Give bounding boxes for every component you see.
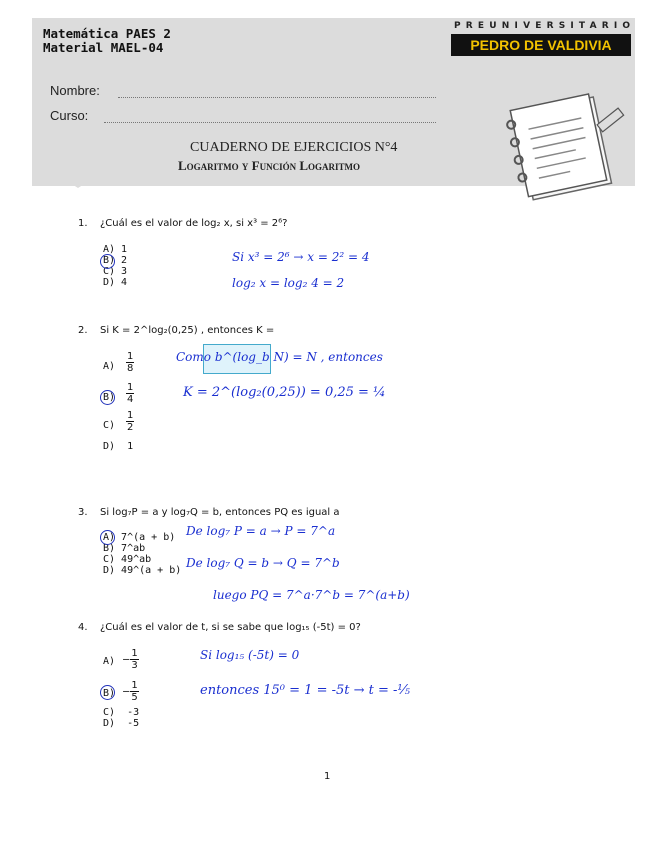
note-line: luego PQ = 7^a·7^b = 7^(a+b) xyxy=(213,588,410,602)
option-b-letter: B) xyxy=(103,688,116,699)
option-d-value: -5 xyxy=(127,718,140,729)
option-c: C) 49^ab xyxy=(103,554,152,565)
note-line: Si log₁₅ (-5t) = 0 xyxy=(200,648,300,662)
selected-answer-circle xyxy=(100,390,115,405)
option-d-value: 1 xyxy=(127,441,134,452)
note-line: log₂ x = log₂ 4 = 2 xyxy=(232,276,345,290)
option-d: D) 49^(a + b) xyxy=(103,565,182,576)
note-line: K = 2^(log₂(0,25)) = 0,25 = ¼ xyxy=(183,385,386,400)
question-3-number: 3. xyxy=(78,507,88,518)
option-d: D) 1 xyxy=(103,441,134,452)
brand-top-text: PREUNIVERSITARIO xyxy=(454,21,636,31)
page-number: 1 xyxy=(324,771,331,782)
option-a-letter: A) xyxy=(103,361,116,372)
note-line: De log₇ Q = b → Q = 7^b xyxy=(186,556,340,570)
option-c: C) 3 xyxy=(103,266,128,277)
option-a-letter: A) xyxy=(103,656,116,667)
course-line xyxy=(104,121,436,123)
option-b-fraction: $\frac{1}{4}$ xyxy=(127,382,134,405)
course-info xyxy=(43,27,171,55)
note-line: De log₇ P = a → P = 7^a xyxy=(186,524,336,538)
note-line: entonces 15⁰ = 1 = -5t → t = -⅕ xyxy=(200,683,411,698)
selected-answer-circle xyxy=(100,530,115,545)
option-c-value: -3 xyxy=(127,707,140,718)
option-b: B) 2 xyxy=(103,255,128,266)
page-title: CUADERNO DE EJERCICIOS N°4 xyxy=(190,140,398,155)
option-a: A) 7^(a + b) xyxy=(103,532,176,543)
course-line-1: Matemática PAES 2 xyxy=(43,26,171,41)
option-a: A) 1 xyxy=(103,244,128,255)
option-d: D) 4 xyxy=(103,277,128,288)
course-line-2: Material MAEL-04 xyxy=(43,40,164,55)
selected-answer-circle xyxy=(100,685,115,700)
name-label: Nombre: xyxy=(50,83,100,98)
selected-answer-circle xyxy=(100,254,115,269)
question-2-number: 2. xyxy=(78,325,88,336)
option-c-letter: C) xyxy=(103,420,116,431)
note-line: Si x³ = 2⁶ → x = 2² = 4 xyxy=(232,250,370,264)
option-a-fraction: − $\frac{1}{3}$ xyxy=(122,648,138,671)
notepad-icon xyxy=(505,92,635,202)
option-a-fraction: $\frac{1}{8}$ xyxy=(127,351,134,374)
course-label: Curso: xyxy=(50,108,89,123)
question-4-text: ¿Cuál es el valor de t, si se sabe que log₁₅ (-5t) = 0? xyxy=(100,622,361,633)
option-c: C) -3 xyxy=(103,707,140,718)
question-2-text: Si K = 2^log₂(0,25) , entonces K = xyxy=(100,325,275,336)
note-line: Como b^(log_b N) = N , entonces xyxy=(176,350,383,364)
brand-logo: PEDRO DE VALDIVIA xyxy=(451,34,631,56)
question-1-number: 1. xyxy=(78,218,88,229)
option-b-fraction: − $\frac{1}{5}$ xyxy=(122,680,138,703)
question-3-text: Si log₇P = a y log₇Q = b, entonces PQ es igual a xyxy=(100,507,340,518)
question-1-text: ¿Cuál es el valor de log₂ x, si x³ = 2⁶? xyxy=(100,218,288,229)
option-c-fraction: $\frac{1}{2}$ xyxy=(127,410,134,433)
option-d: D) -5 xyxy=(103,718,140,729)
name-line xyxy=(118,96,436,98)
question-4-number: 4. xyxy=(78,622,88,633)
option-b-letter: B) xyxy=(103,392,116,403)
header-notch xyxy=(50,170,106,188)
page-subtitle: Logaritmo y Función Logaritmo xyxy=(178,158,361,173)
option-b: B) 7^ab xyxy=(103,543,146,554)
